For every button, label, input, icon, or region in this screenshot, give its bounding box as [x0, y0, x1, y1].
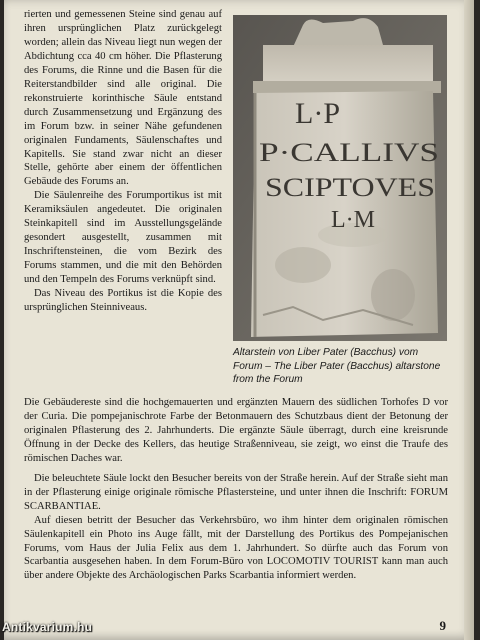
paragraph: Das Niveau des Portikus ist die Kopie des ursprünglichen Steinniveaus.: [24, 288, 222, 314]
altarstone-photo: [233, 15, 447, 341]
paragraph: Die beleuchtete Säule lockt den Besucher bereits von der Straße herein. Auf der Straße sieht man in der Pflasterung einige originale römische Pflastersteine, und unter ihnen die Inschrift: FORUM SCARBANTIAE.: [24, 472, 448, 512]
page-edge-shadow: [464, 0, 474, 640]
altarstone-image: [233, 15, 447, 341]
paragraph: rierten und gemessenen Steine sind genau auf ihren ursprünglichen Platz zurückgelegt worden; allein das Niveau liegt nun wegen der Abdichtung cca 40 cm höher. Die Pflasterung des Forums, die Rinne und die Basen für die Reiterstandbilder sind alle original. Die rekonstruierte korinthische Säule entstand durch Zusammensetzung und Ergänzung des im Forum bzw. in seiner Nähe gefundenen originalen Fundaments, Säulenschaftes und Kapitells. Sie stand zwar nicht an dieser Stelle, gehörte aber einem der öffentlichen Gebäude des Forums an.: [24, 9, 222, 188]
photo-caption: Altarstein von Liber Pater (Bacchus) vom Forum – The Liber Pater (Bacchus) altarstone from the Forum: [233, 347, 441, 385]
left-text-column: [24, 8, 222, 315]
page-number: 9: [439, 618, 446, 633]
watermark: Antikvarium.hu: [2, 620, 93, 634]
inscription-line-4: L·M: [331, 207, 375, 233]
paragraph: Auf diesen betritt der Besucher das Verkehrsbüro, wo ihm hinter dem originalen römischen Säulenkapitell ein Photo ins Auge fällt, mit der Darstellung des Portikus des Pompejanischen Forums, vom Haus der Julia Felix aus dem 1. Jahrhundert. So dürfte auch das Forum von Scarbantia ausgesehen haben. In dem Forum-Büro von LOCOMOTIV TOURIST kann man auch über andere Objekte des Archäologischen Parks Scarbantia informiert werden.: [24, 514, 448, 582]
inscription-line-1: L·P: [295, 97, 340, 130]
full-width-text: [24, 396, 448, 583]
paragraph: Die Gebäudereste sind die hochgemauerten und ergänzten Mauern des südlichen Torhofes D vor der Curia. Die pompejanischrote Farbe der Betonmauern des Schutzbaus dient der Betonung der originalen Pflasterung des 2. Jahrhunderts. Die ergänzte Säule überragt, durch eine kreisrunde Öffnung in der Decke des Kellers, das heutige Straßenniveau, sie zeigt, wo einst die Traufe des römischen Daches war.: [24, 397, 448, 464]
paragraph: Die Säulenreihe des Forumportikus ist mit Keramiksäulen angedeutet. Die originalen Steinkapitell sind im Ausstellungsgelände gesondert ausgestellt, zusammen mit Inschriftensteinen, die vom Bezirk des Forums stammen, und die mit den Behörden und den Tempeln des Forums verknüpft sind.: [24, 190, 222, 286]
book-page: [4, 0, 474, 640]
inscription-line-3: SCIPTOVES: [265, 173, 435, 202]
inscription-line-2: P·CALLIVS: [259, 138, 439, 167]
